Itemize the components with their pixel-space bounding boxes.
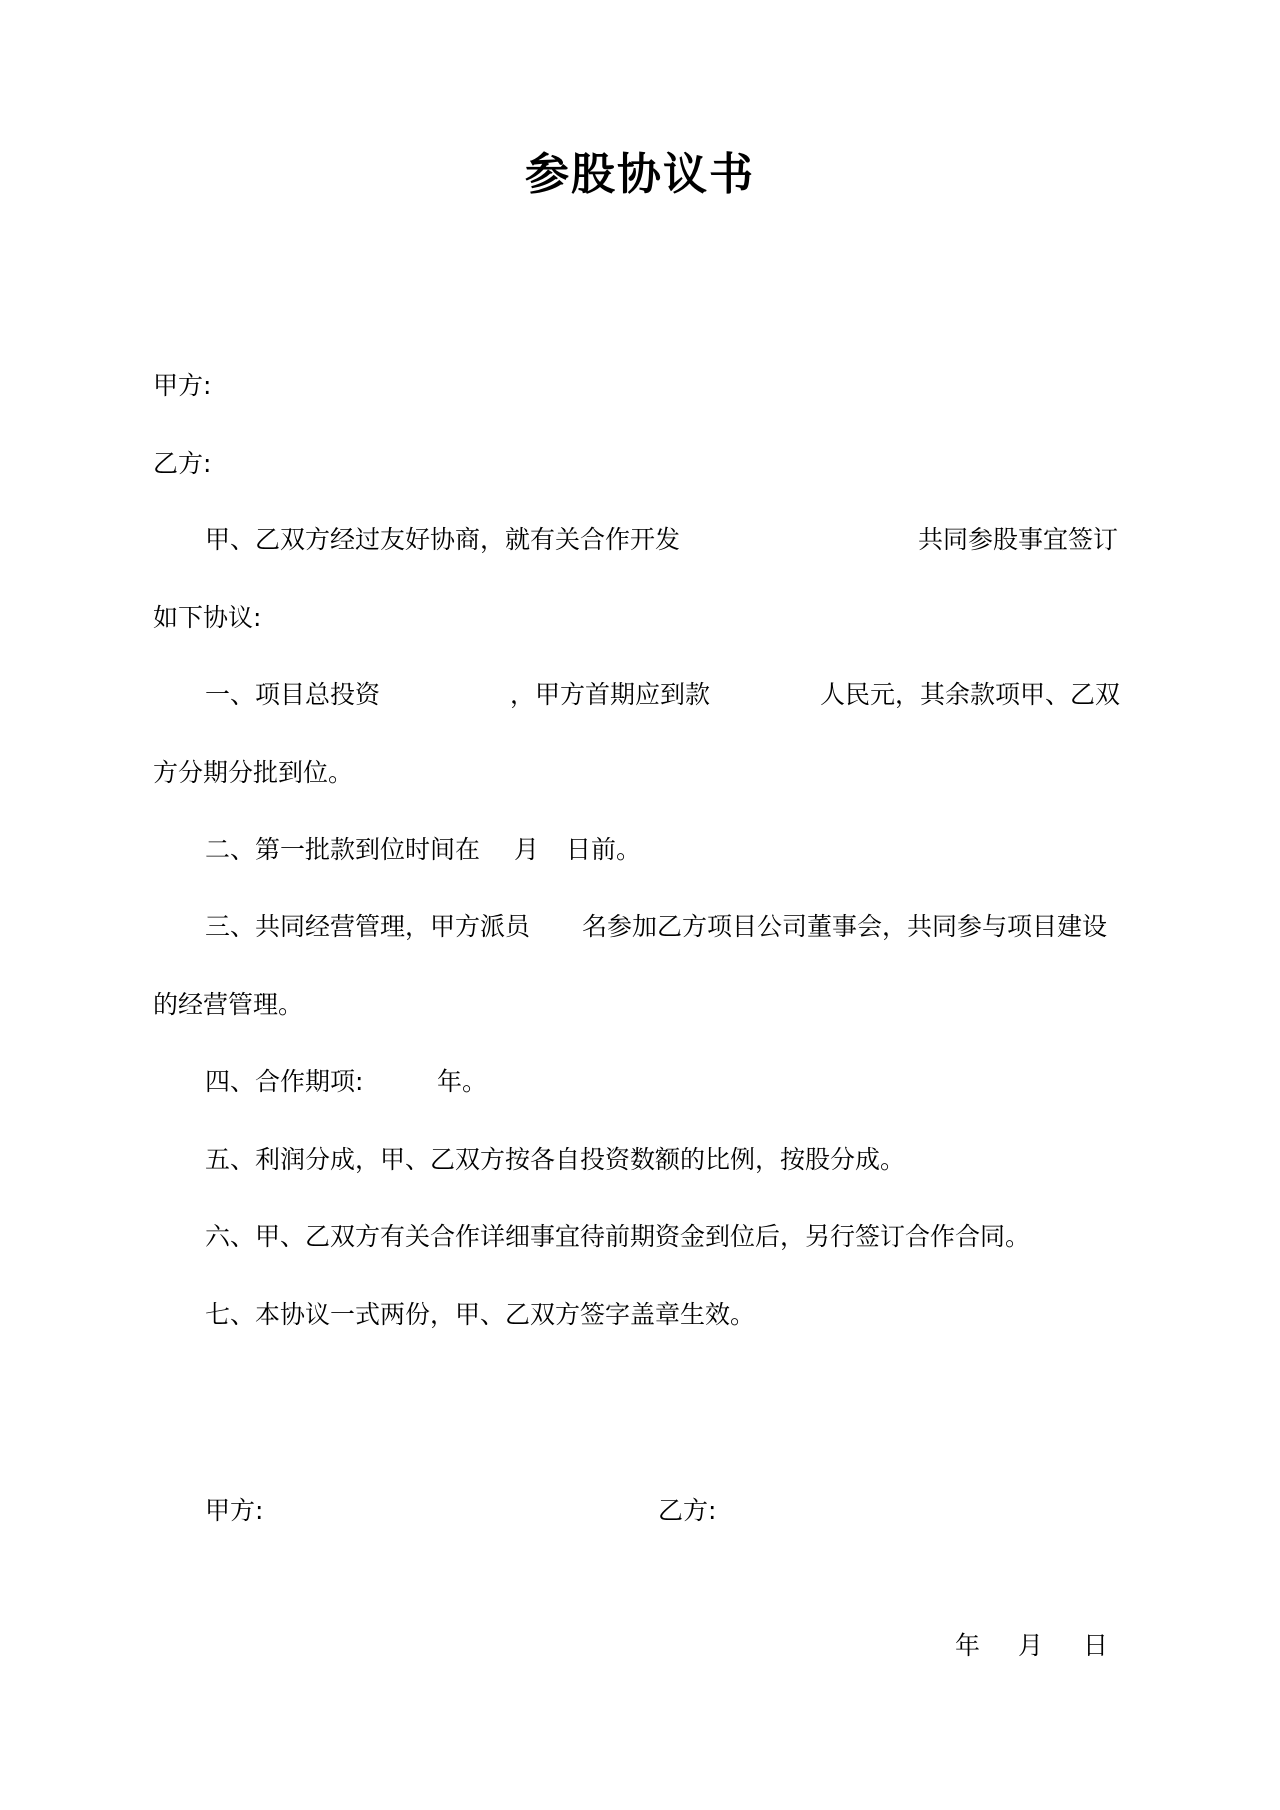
signature-party-a: 甲方: [205, 1496, 264, 1525]
party-b-line: 乙方: [153, 449, 212, 478]
intro-text-1: 甲、乙双方经过友好协商，就有关合作开发 [205, 525, 681, 554]
clause-2-text-3: 日前。 [566, 835, 642, 864]
signature-party-b: 乙方: [658, 1496, 717, 1525]
intro-line-2: 如下协议: [153, 603, 262, 632]
clause-6-line: 六、甲、乙双方有关合作详细事宜待前期资金到位后，另行签订合作合同。 [205, 1222, 1031, 1251]
document-title: 参股协议书 [525, 149, 755, 200]
date-year: 年 [955, 1631, 981, 1660]
clause-4-text-1: 四、合作期项: [205, 1067, 364, 1096]
clause-1-text-2: ，甲方首期应到款 [510, 680, 711, 709]
clause-1-text-1: 一、项目总投资 [205, 680, 381, 709]
intro-text-2: 共同参股事宜签订 [918, 525, 1119, 554]
clause-3-text-2: 名参加乙方项目公司董事会，共同参与项目建设 [582, 912, 1108, 941]
date-day: 日 [1083, 1631, 1109, 1660]
clause-7-line: 七、本协议一式两份，甲、乙双方签字盖章生效。 [205, 1300, 756, 1329]
clause-4-text-2: 年。 [437, 1067, 488, 1096]
clause-1-line-2: 方分期分批到位。 [153, 758, 354, 787]
date-month: 月 [1018, 1631, 1044, 1660]
clause-3-line-2: 的经营管理。 [153, 990, 304, 1019]
clause-2-text-2: 月 [514, 835, 540, 864]
clause-1-text-3: 人民元，其余款项甲、乙双 [820, 680, 1121, 709]
clause-5-line: 五、利润分成，甲、乙双方按各自投资数额的比例，按股分成。 [205, 1145, 906, 1174]
clause-3-text-1: 三、共同经营管理，甲方派员 [205, 912, 531, 941]
party-a-line: 甲方: [153, 371, 212, 400]
clause-2-text-1: 二、第一批款到位时间在 [205, 835, 481, 864]
